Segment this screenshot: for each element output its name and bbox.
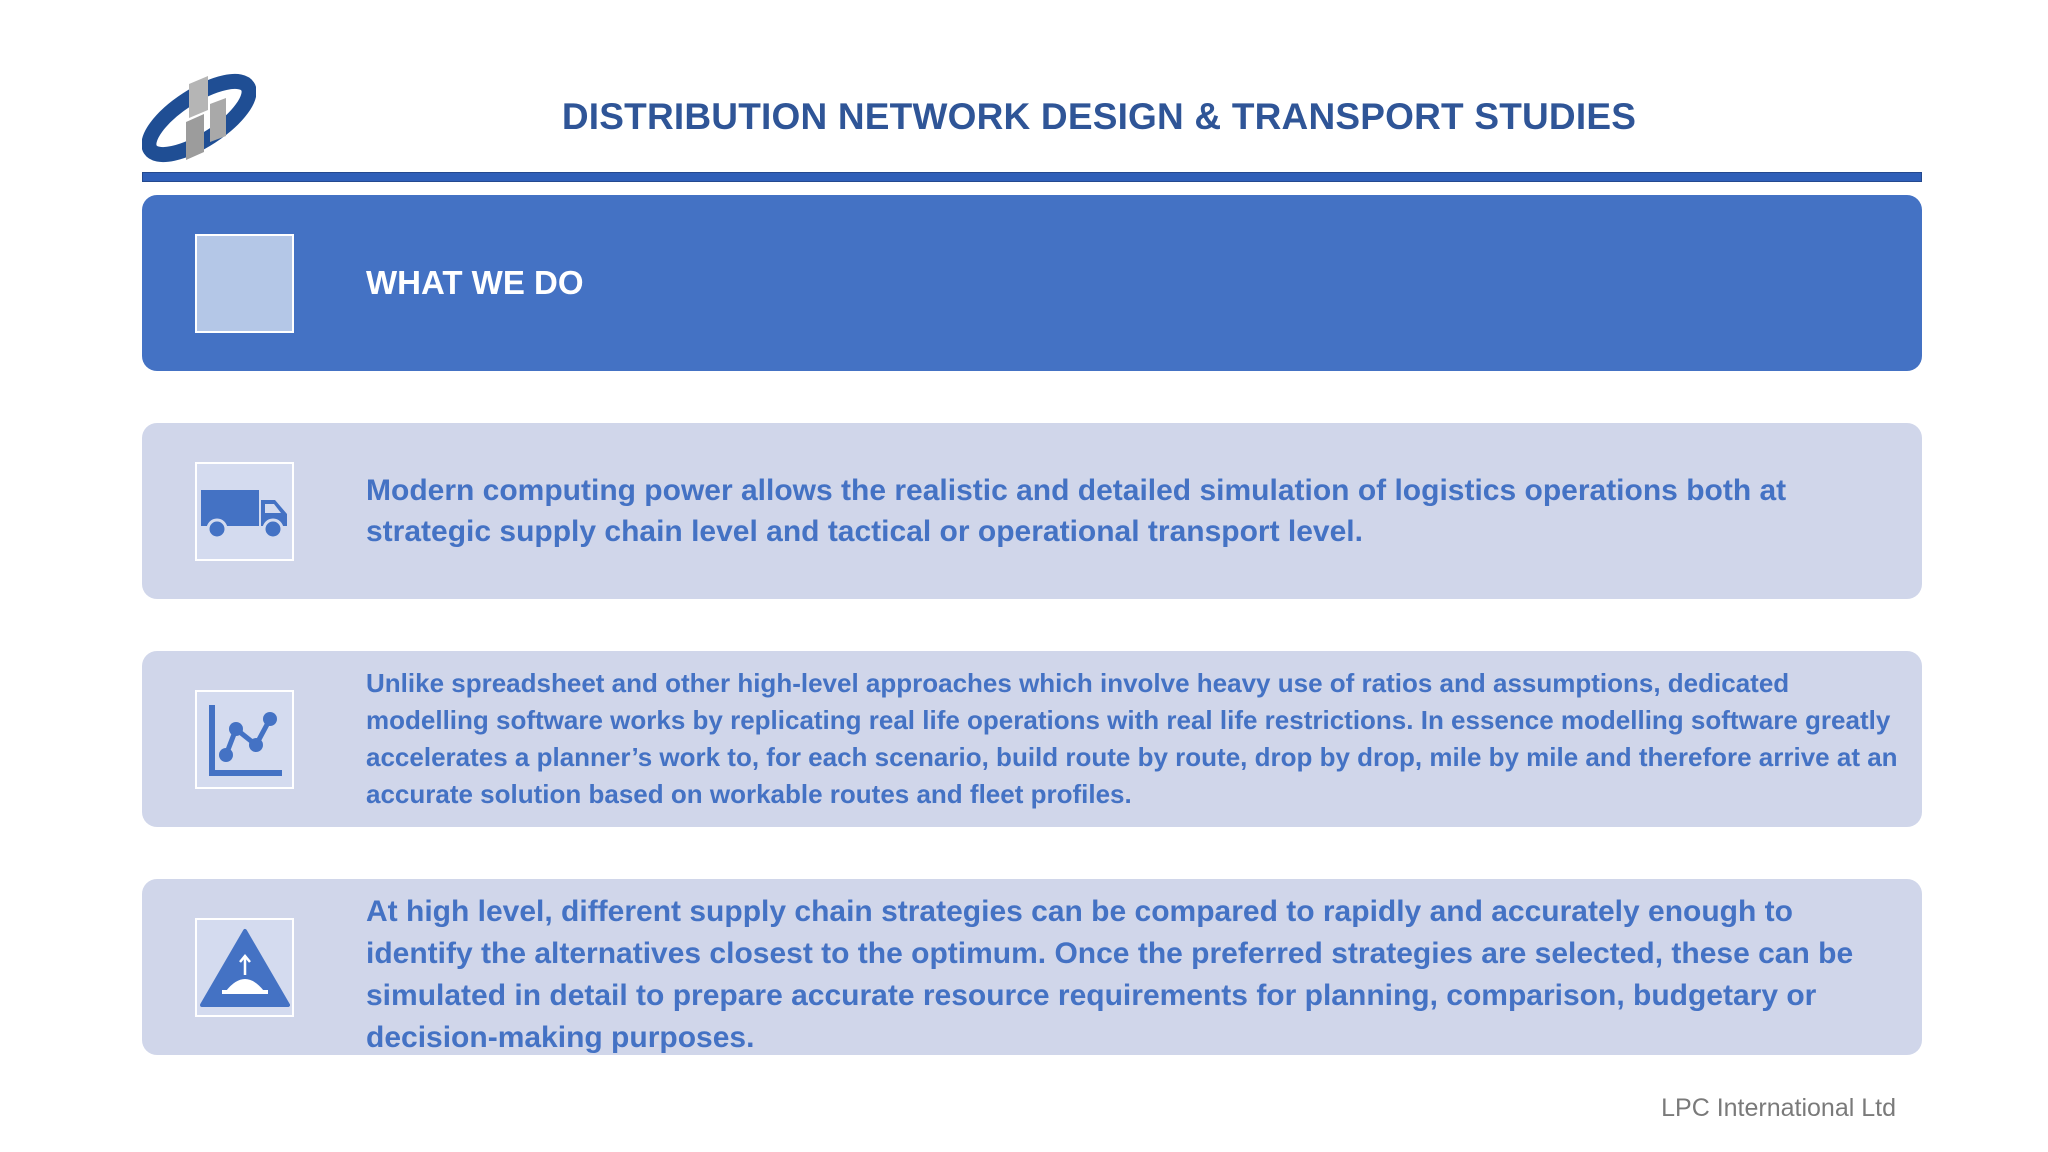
- panel-text-container: [366, 423, 1902, 599]
- page-title: DISTRIBUTION NETWORK DESIGN & TRANSPORT STUDIES: [561, 96, 1637, 137]
- modelling-software-panel: [142, 651, 1922, 827]
- simulation-text: Modern computing power allows the realistic and detailed simulation of logistics operations both at strategic supply chain level and tactical or operational transport level.: [366, 474, 1787, 548]
- warning-triangle-icon: [195, 918, 294, 1017]
- strategy-comparison-panel: [142, 879, 1922, 1055]
- truck-icon: [195, 462, 294, 561]
- blank-square-icon: [195, 234, 294, 333]
- panel-heading-container: [366, 195, 1902, 371]
- simulation-panel: [142, 423, 1922, 599]
- header-divider: [142, 172, 1922, 182]
- company-logo-icon: [142, 70, 256, 166]
- what-we-do-heading-panel: [142, 195, 1922, 371]
- what-we-do-heading: WHAT WE DO: [366, 264, 584, 301]
- strategy-comparison-text: At high level, different supply chain strategies can be compared to rapidly and accurately enough to identify the alternatives closest to the optimum. Once the preferred strategies are selected, these can be simulated in detail to prepare accurate resource requirements for planning, comparison, budgetary or decision-making purposes.: [366, 895, 1854, 1054]
- modelling-software-text: Unlike spreadsheet and other high-level approaches which involve heavy use of ratios and assumptions, dedicated modelling software works by replicating real life operations with real life restrictions. In essence modelling software greatly accelerates a planner’s work to, for each scenario, build route by route, drop by drop, mile by mile and therefore arrive at an accurate solution based on workable routes and fleet profiles.: [366, 668, 1898, 809]
- footer-company-name: LPC International Ltd: [1661, 1094, 1896, 1122]
- panel-text-container: [366, 651, 1902, 827]
- line-chart-icon: [195, 690, 294, 789]
